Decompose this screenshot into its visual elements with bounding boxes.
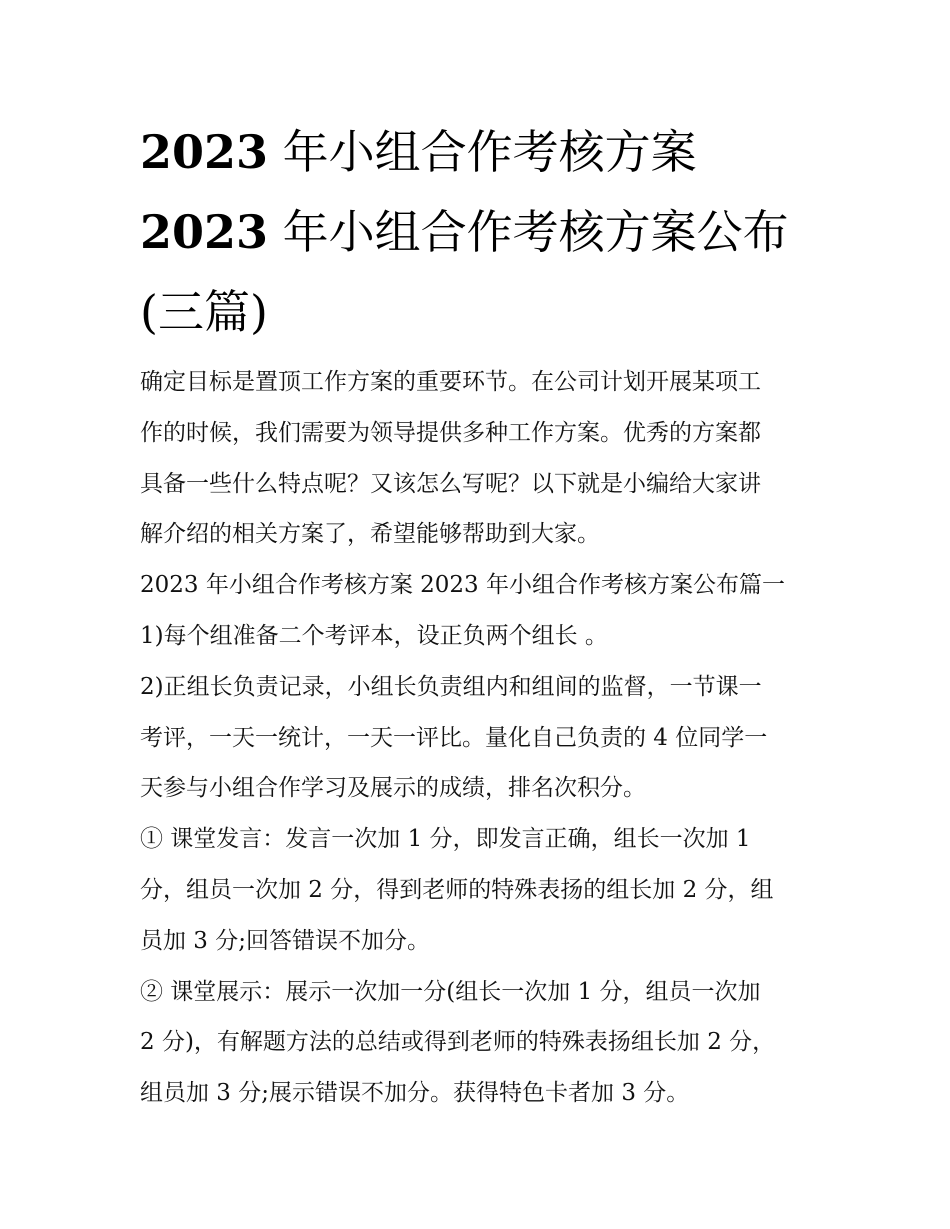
title-line-2: [140, 192, 820, 272]
body-line: 2 分)，有解题方法的总结或得到老师的特殊表扬组长加 2 分，: [140, 1029, 776, 1056]
body-line: 解介绍的相关方案了，希望能够帮助到大家。: [140, 521, 600, 548]
title-text: 年小组合作考核方案: [268, 125, 697, 179]
body-line: 2)正组长负责记录，小组长负责组内和组间的监督，一节课一: [140, 673, 762, 700]
body-line: 考评，一天一统计，一天一评比。量化自己负责的 4 位同学一: [140, 724, 768, 751]
body-line: ① 课堂发言：发言一次加 1 分，即发言正确，组长一次加 1: [140, 826, 751, 853]
body-line: 1)每个组准备二个考评本，设正负两个组长 。: [140, 622, 608, 649]
document-title: [140, 112, 820, 352]
body-line: 作的时候，我们需要为领导提供多种工作方案。优秀的方案都: [140, 419, 761, 446]
document-body: [140, 357, 820, 1119]
title-text: 年小组合作考核方案公布: [268, 205, 789, 259]
title-line-1: [140, 112, 820, 192]
body-line: 分，组员一次加 2 分，得到老师的特殊表扬的组长加 2 分，组: [140, 876, 774, 903]
title-year: 2023: [140, 205, 269, 259]
body-line: 组员加 3 分;展示错误不加分。获得特色卡者加 3 分。: [140, 1080, 690, 1107]
body-line: 天参与小组合作学习及展示的成绩，排名次积分。: [140, 775, 646, 802]
title-text: (三篇): [140, 285, 268, 339]
section-heading: 2023 年小组合作考核方案 2023 年小组合作考核方案公布篇一: [140, 572, 785, 599]
title-line-3: [140, 272, 820, 352]
body-line: 确定目标是置顶工作方案的重要环节。在公司计划开展某项工: [140, 369, 761, 395]
body-line: 员加 3 分;回答错误不加分。: [140, 927, 431, 954]
body-line: 具备一些什么特点呢？又该怎么写呢？以下就是小编给大家讲: [140, 470, 761, 497]
body-line: ② 课堂展示：展示一次加一分(组长一次加 1 分，组员一次加: [140, 978, 761, 1005]
title-year: 2023: [140, 125, 269, 179]
